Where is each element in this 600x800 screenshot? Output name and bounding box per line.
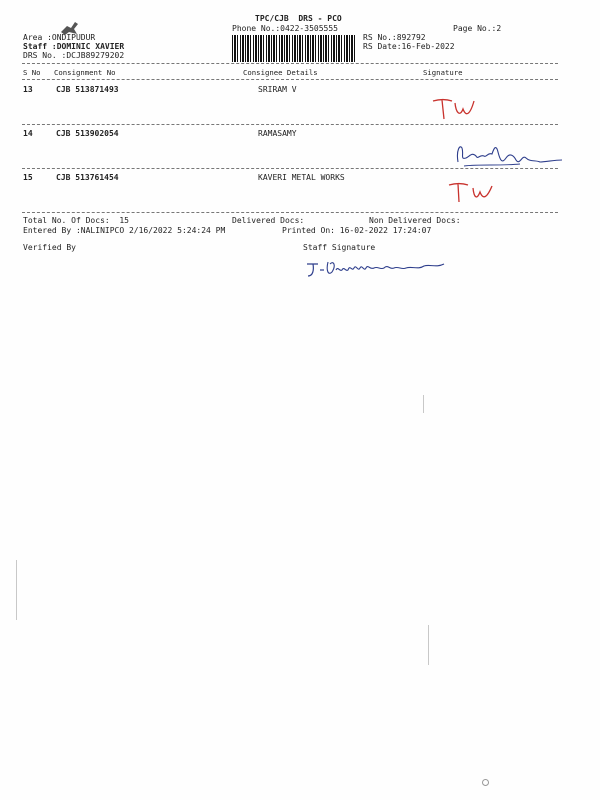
- non-delivered-docs: Non Delivered Docs:: [369, 216, 461, 225]
- row-signature-icon: [430, 95, 482, 121]
- row-sno: 13: [23, 85, 33, 94]
- staff-name: Staff :DOMINIC XAVIER: [23, 42, 125, 51]
- row-consignee: RAMASAMY: [258, 129, 297, 138]
- drs-number: DRS No. :DCJB89279202: [23, 51, 125, 60]
- col-header-sno: S No: [23, 68, 41, 77]
- row-consignment: CJB 513871493: [56, 85, 119, 94]
- area-label: Area :ONDIPUDUR: [23, 33, 96, 42]
- col-header-consignee: Consignee Details: [243, 68, 318, 77]
- verified-by-label: Verified By: [23, 243, 76, 252]
- delivered-docs: Delivered Docs:: [232, 216, 305, 225]
- col-header-signature: Signature: [423, 68, 463, 77]
- staff-signature-label: Staff Signature: [303, 243, 376, 252]
- divider: [22, 124, 558, 125]
- row-consignment: CJB 513902054: [56, 129, 119, 138]
- staff-signature-icon: [304, 256, 454, 282]
- row-consignee: KAVERI METAL WORKS: [258, 173, 345, 182]
- scan-artifact: [423, 395, 424, 413]
- rs-number: RS No.:892792: [363, 33, 426, 42]
- total-docs: Total No. Of Docs: 15: [23, 216, 129, 225]
- scan-artifact: [16, 560, 17, 620]
- row-consignee: SRIRAM V: [258, 85, 297, 94]
- barcode: [232, 35, 357, 62]
- divider: [22, 168, 558, 169]
- divider: [22, 79, 558, 80]
- bird-stamp-icon: [59, 20, 81, 38]
- divider: [22, 212, 558, 213]
- page-number: Page No.:2: [453, 24, 502, 33]
- col-header-consignment: Consignment No: [54, 68, 116, 77]
- entered-by: Entered By :NALINIPCO 2/16/2022 5:24:24 PM: [23, 226, 226, 235]
- printed-on: Printed On: 16-02-2022 17:24:07: [282, 226, 432, 235]
- scan-artifact: [428, 625, 429, 665]
- divider: [22, 63, 558, 64]
- rs-date: RS Date:16-Feb-2022: [363, 42, 455, 51]
- row-signature-icon: [446, 180, 501, 204]
- row-consignment: CJB 513761454: [56, 173, 119, 182]
- row-sno: 14: [23, 129, 33, 138]
- scan-artifact: [482, 779, 489, 786]
- phone-number: Phone No.:0422-3505555: [232, 24, 338, 33]
- row-sno: 15: [23, 173, 33, 182]
- document-title: TPC/CJB DRS - PCO: [255, 14, 342, 23]
